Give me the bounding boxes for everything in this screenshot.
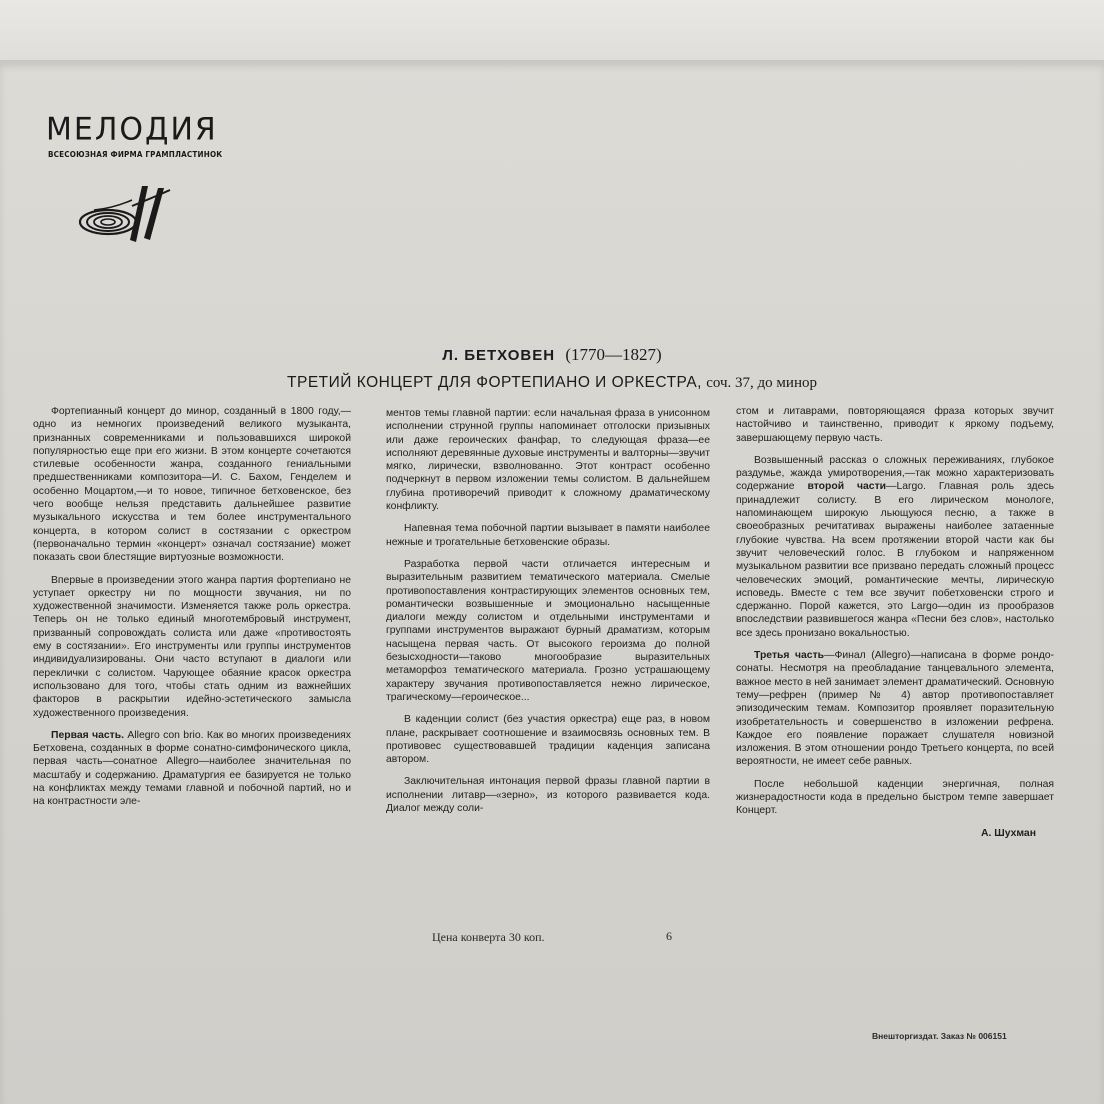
paragraph: Заключительная интонация первой фразы главной партии в исполнении литавр—«зерно», из которого развивается кода. Диалог между соли-: [386, 776, 710, 815]
paragraph: Впервые в произведении этого жанра партия фортепиано не уступает оркестру ни по мощности звучания, ни по художественной значимости. Изменяется также роль оркестра. Теперь он не только единый многотембровый инструмент, призванный сопровождать солиста или даже «противостоять ему в состязании». Его инструменты или группы инструментов индивидуализированы. Они часто вступают в диалоги или переклички с солистом. Чарующее обаяние красок оркестра использовано для того, чтобы стать одним из важнейших факторов в раскрытии идейно-эстетического замысла художественного произведения.: [33, 574, 351, 719]
author-signature: А. Шухман: [980, 827, 1036, 839]
paragraph: В каденции солист (без участия оркестра) еще раз, в новом плане, раскрывает соотношение и взаимосвязь основных тем. В противовес существовавшей традиции каденция записана автором.: [386, 714, 710, 766]
movement-heading: Третья часть: [754, 650, 825, 662]
work-title: ТРЕТИЙ КОНЦЕРТ ДЛЯ ФОРТЕПИАНО И ОРКЕСТРА,: [287, 374, 702, 391]
movement-heading: Первая часть.: [51, 729, 125, 741]
paragraph: [33, 729, 351, 809]
melodiya-logo-text: МЕЛОДИЯ: [46, 111, 218, 148]
paragraph: Разработка первой части отличается интересным и выразительным развитием тематического материала. Смелые противопоставления контрастирующих элементов основных тем, романтически возвышенные и эмоционально насыщенные диалоги между солистом и отдельными инструментами и группами инструментов выражают бурный драматизм, которым насыщена первая часть. От высокого героизма до полной безысходности—таково многообразие выразительных метаморфоз тематического материала. Грозно устрашающему характеру звучания противопоставляется нежно лирическое, трагическому—героическое...: [386, 558, 710, 703]
liner-notes-column-3: [736, 405, 1054, 840]
work-title-line: [0, 372, 1104, 392]
print-order-number: Внешторгиздат. Заказ № 006151: [872, 1031, 1007, 1041]
work-opus: соч. 37, до минор: [706, 375, 817, 391]
composer-name: Л. БЕТХОВЕН: [442, 347, 556, 364]
liner-notes-column-2: [386, 407, 710, 824]
paragraph-text: —Финал (Allegro)—написана в форме рондо-сонаты. Несмотря на преобладание танцевального элемента, важное место в ней занимает элемент драматический. Основную тему—рефрен (пример № 4) автор противопоставляет эпизодическим темам. Композитор проявляет поразительную изобретательность и совершенство в изложении рефрена. Каждое его появление поражает слушателя новизной изложения. В этом отношении рондо Третьего концерта, по всей вероятности, не имеет себе равных.: [736, 650, 1054, 768]
paragraph: Напевная тема побочной партии вызывает в памяти наиболее нежные и трогательные бетховенские образы.: [386, 523, 710, 548]
paragraph: стом и литаврами, повторяющаяся фраза которых звучит настойчиво и таинственно, приводит к яркому подъему, завершающему первую часть.: [736, 406, 1054, 444]
paragraph: [736, 649, 1054, 769]
melodiya-logo-icon: [74, 180, 184, 250]
composer-line: [0, 345, 1104, 365]
melodiya-logo-subtitle: ВСЕСОЮЗНАЯ ФИРМА ГРАМПЛАСТИНОК: [48, 150, 223, 159]
paragraph: [736, 454, 1054, 640]
composer-years: (1770—1827): [565, 345, 662, 364]
sleeve-price: Цена конверта 30 коп.: [432, 930, 545, 944]
paragraph: После небольшой каденции энергичная, полная жизнерадостности кода в предельно быстром темпе завершает Концерт.: [736, 778, 1054, 817]
top-edge: [0, 0, 1104, 60]
paragraph-text: Allegro con brio. Как во многих произведениях Бетховена, созданных в форме сонатно-симфонического цикла, первая часть—сонатное Allegro—наиболее значительная по масштабу и содержанию. Драматургия ее базируется не только на конфликтах между темами главной и побочной партий, но и на контрастности эле-: [33, 729, 351, 808]
liner-notes-column-1: [33, 405, 351, 818]
paragraph-text: —Largo. Главная роль здесь принадлежит солисту. В его лирическом монологе, напоминающем широкую льющуюся песню, а также в своеобразных речитативах выражены наиболее затаенные глубокие чувства. На всем протяжении второй части как бы звучит человеческий голос. В глубоком и напряженном музыкальном развитии все призвано передать сложный процесс человеческих эмоций, романтические мечты, лирическую исповедь. Вместе с тем все звучит побетховенски строго и сдержанно. Порой кажется, это Largo—один из прообразов впоследствии развившегося жанра «Песни без слов», настолько все здесь пронизано вокальностью.: [736, 481, 1054, 639]
movement-heading: второй части: [807, 481, 887, 493]
paragraph-text: Возвышенный рассказ о сложных переживаниях, глубокое раздумье, жажда умиротворения,—так можно характеризовать содержание: [736, 454, 1054, 493]
page-number: 6: [666, 929, 672, 943]
paragraph: Фортепианный концерт до минор, созданный в 1800 году,—одно из немногих произведений великого музыканта, признанных современниками и пользовавшихся широкой популярностью еще при его жизни. В этом концерте сочетаются стилевые особенности жанра, созданного гениальными предшественниками композитора—И. С. Бахом, Генделем и особенно Моцартом,—и то новое, типичное бетховенское, без чего вообще нельзя представить дальнейшее развитие музыкального искусства и тем более инструментального концерта, в котором солист в состязании с оркестром (первоначально термин «концерт» означал состязание) может показать свои блестящие виртуозные возможности.: [33, 406, 351, 564]
paragraph: ментов темы главной партии: если начальная фраза в унисонном исполнении струнной группы напоминает отголоски призывных или даже героических фанфар, то следующая фраза—ее исполняют деревянные духовые инструменты и валторны—звучит мягко, лирически, взволнованно. Этот контраст особенно подчеркнут в первом изложении темы солистом. В дальнейшем глубина противоречий приводит к сложному драматическому конфликту.: [386, 408, 710, 513]
